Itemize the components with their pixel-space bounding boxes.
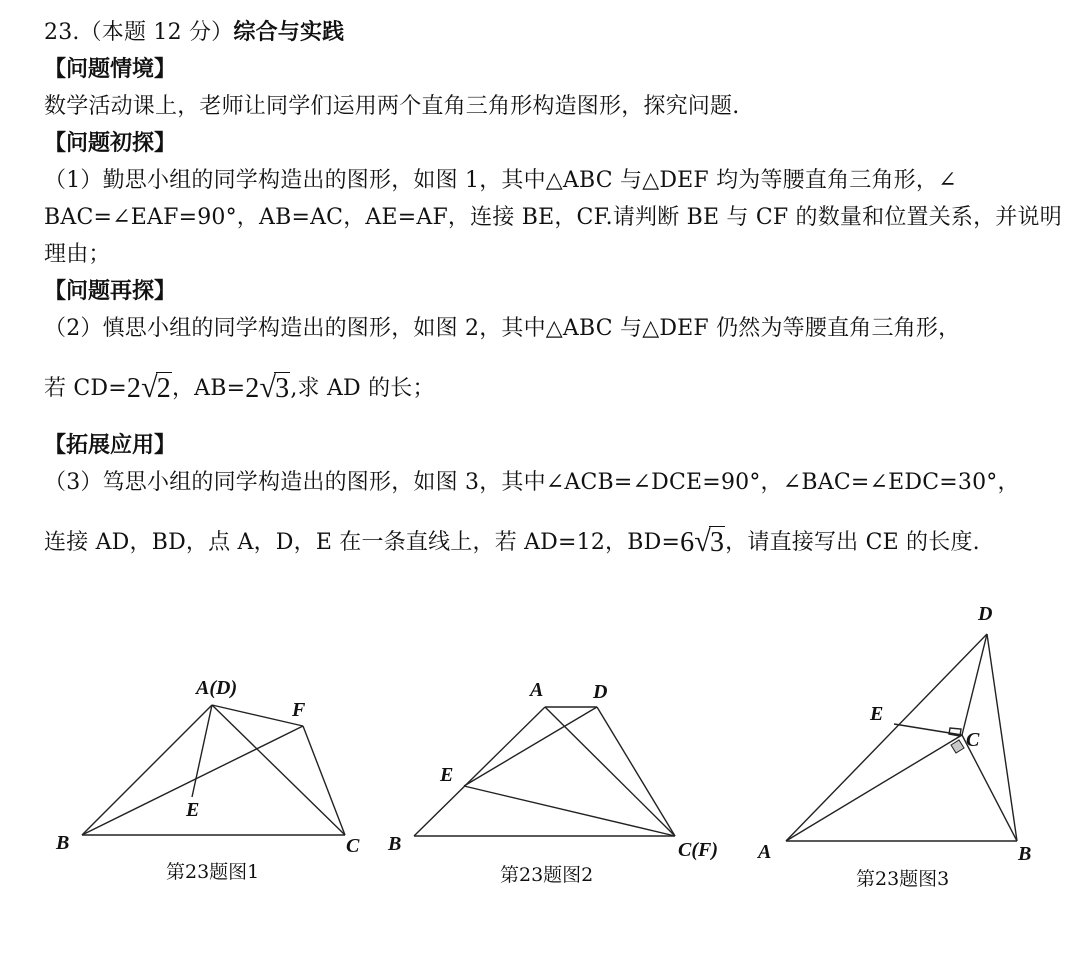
problem-header	[44, 14, 1054, 51]
cd-coef: 2	[126, 373, 142, 404]
fig2-segment-dc	[597, 707, 675, 836]
fig1-segment-ae	[192, 705, 212, 797]
fig2-label-d: D	[593, 681, 608, 703]
fig1-label-b: B	[56, 832, 70, 854]
fig3-right-angle-acb	[951, 740, 964, 753]
situation-heading: 【问题情境】	[44, 57, 177, 82]
situation-text: 数学活动课上，老师让同学们运用两个直角三角形构造图形，探究问题.	[44, 94, 740, 119]
figure-1	[55, 677, 360, 883]
problem-score: （本题 12 分）	[79, 20, 234, 45]
explore2-text-c: ,求 AD 的长；	[290, 376, 435, 401]
fig1-caption: 第23题图1	[166, 861, 260, 883]
extend-text-a: 连接 AD，BD，点 A，D，E 在一条直线上，若 AD=12，BD=	[44, 530, 681, 555]
fig1-label-c: C	[346, 835, 360, 857]
ab-sqrt	[259, 369, 290, 407]
fig3-label-b: B	[1018, 843, 1032, 865]
fig1-label-e: E	[186, 799, 200, 821]
explore2-heading: 【问题再探】	[44, 279, 177, 304]
fig2-label-e: E	[440, 764, 454, 786]
fig3-segment-ec	[894, 724, 962, 735]
explore2-line-1: （2）慎思小组的同学构造出的图形，如图 2，其中△ABC 与△DEF 仍然为等腰直角三角形，	[44, 316, 961, 341]
ab-coef: 2	[245, 373, 260, 404]
radical-icon: √	[694, 525, 711, 558]
bd-radicand: 3	[709, 527, 725, 558]
explore1-line-2: BAC=∠EAF=90°，AB=AC，AE=AF，连接 BE，CF.请判断 BE 与 CF 的数量和位置关系，并说明	[44, 205, 1062, 230]
fig1-label-a: A(D)	[196, 677, 238, 699]
explore1-line-1: （1）勤思小组的同学构造出的图形，如图 1，其中△ABC 与△DEF 均为等腰直角三角形，∠	[44, 168, 957, 193]
explore1-heading: 【问题初探】	[44, 131, 177, 156]
fig2-segment-ed	[464, 707, 597, 786]
ab-radicand: 3	[275, 373, 290, 404]
extend-line-2	[44, 521, 1054, 561]
fig2-segment-ec	[464, 786, 675, 836]
figure-2	[387, 679, 718, 886]
figures-panel	[0, 590, 1080, 956]
fig1-segment-cf	[303, 726, 345, 835]
fig1-segment-af	[212, 705, 303, 726]
fig2-caption: 第23题图2	[500, 864, 594, 886]
problem-number: 23.	[44, 20, 80, 45]
fig2-label-b: B	[388, 833, 402, 855]
fig1-segment-ac	[212, 705, 345, 835]
fig3-label-c: C	[966, 729, 980, 751]
extend-text-b: ，请直接写出 CE 的长度.	[725, 530, 980, 555]
explore2-text-a: 若 CD=	[44, 376, 127, 401]
fig3-label-e: E	[870, 703, 884, 725]
explore2-line-2	[44, 367, 1054, 407]
fig3-label-a: A	[758, 841, 772, 863]
fig2-label-a: A	[530, 679, 544, 701]
cd-value	[127, 373, 172, 404]
bd-sqrt	[694, 523, 725, 561]
bd-coef: 6	[680, 527, 695, 558]
extend-line-1: （3）笃思小组的同学构造出的图形，如图 3，其中∠ACB=∠DCE=90°，∠BAC=∠EDC=30°，	[44, 470, 1020, 495]
fig3-caption: 第23题图3	[856, 868, 950, 890]
fig3-label-d: D	[978, 603, 993, 625]
extend-heading: 【拓展应用】	[44, 433, 177, 458]
fig2-segment-ab	[414, 707, 545, 836]
figure-3	[756, 603, 1031, 890]
radical-icon: √	[141, 371, 158, 404]
radical-icon: √	[259, 371, 277, 404]
bd-value	[680, 527, 725, 558]
explore1-line-3: 理由；	[44, 242, 111, 267]
problem-document	[44, 14, 1062, 561]
ab-value	[245, 373, 290, 404]
problem-topic: 综合与实践	[233, 20, 345, 45]
cd-radicand: 2	[156, 373, 171, 404]
explore2-text-b: ，AB=	[171, 376, 246, 401]
fig1-label-f: F	[292, 699, 306, 721]
fig3-segment-cd	[962, 634, 987, 735]
cd-sqrt	[141, 369, 172, 407]
fig3-segment-db	[987, 634, 1017, 841]
fig2-label-c: C(F)	[678, 839, 718, 861]
